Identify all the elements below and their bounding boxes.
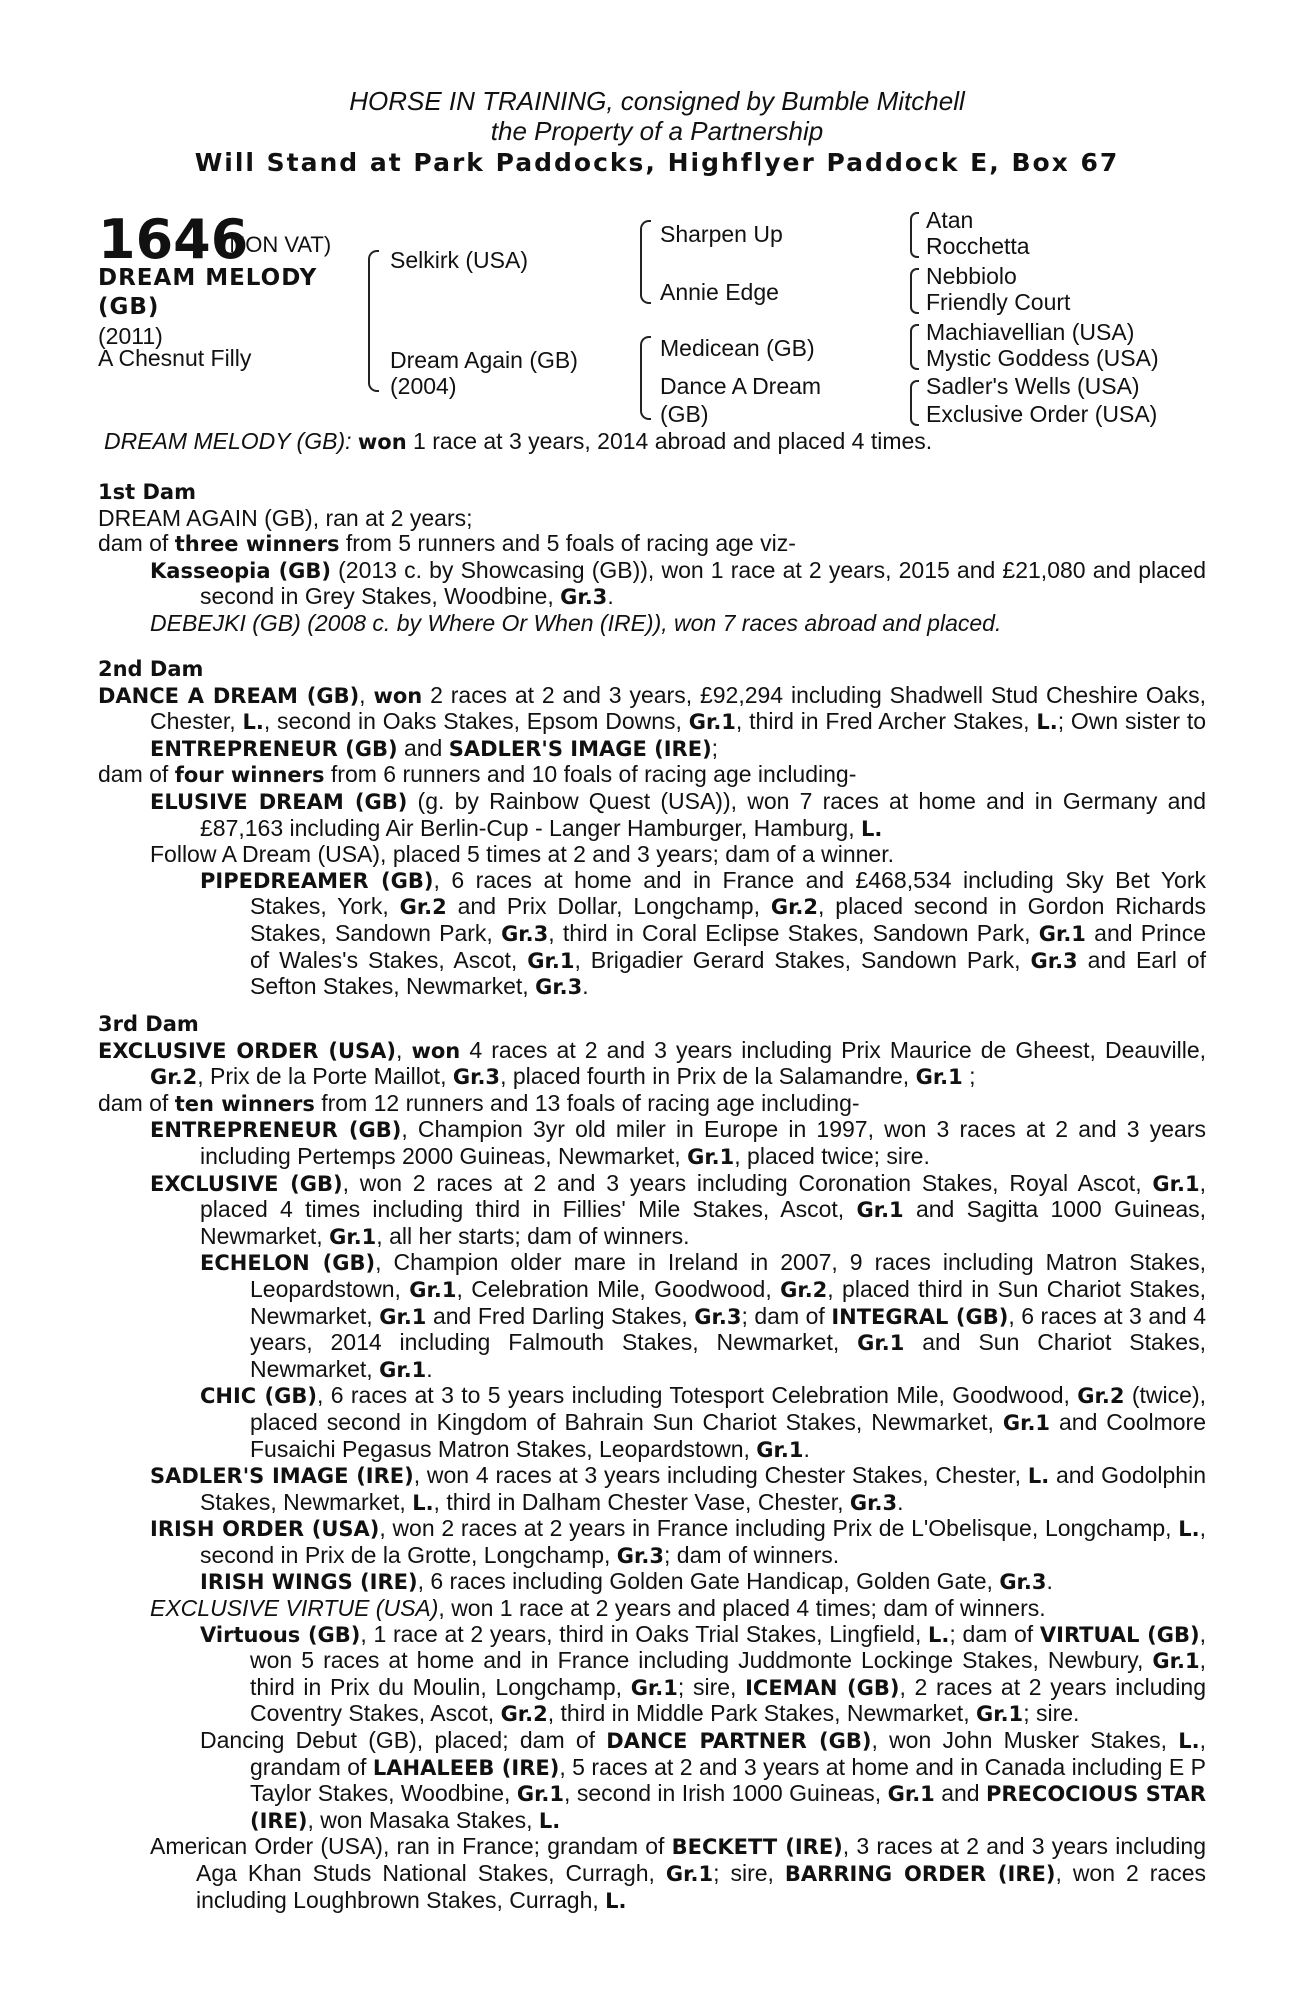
header-property: the Property of a Partnership (490, 116, 824, 146)
second-dam-title: 2nd Dam (98, 657, 204, 681)
produce-exclusive-virtue: EXCLUSIVE VIRTUE (USA), won 1 race at 2 years and placed 4 times; dam of winners. (150, 1595, 1046, 1622)
pedigree-brace-1 (368, 250, 379, 392)
pedigree-sire: Selkirk (USA) (390, 247, 529, 273)
produce-virtuous: Virtuous (GB), 1 race at 2 years, third in Oaks Trial Stakes, Lingfield, L.; dam of VIRTUAL (GB), won 5 races at home and in France including Juddmonte Lockinge Stakes, Newbury, Gr.1, third in Prix du Moulin, Longchamp, Gr.1; sire, ICEMAN (GB), 2 races at 2 years including Coventry Stakes, Ascot, Gr.2, third in Middle Park Stakes, Newmarket, Gr.1; sire. (200, 1620, 1206, 1727)
pedigree-sire-sire: Sharpen Up (660, 221, 783, 247)
pedigree-dsd: Mystic Goddess (USA) (926, 345, 1159, 371)
produce-chic: CHIC (GB), 6 races at 3 to 5 years including Totesport Celebration Mile, Goodwood, Gr.2 (twice), placed second in Kingdom of Bahrain Sun Chariot Stakes, Newmarket, Gr.1 and Coolmore Fusaichi Pegasus Matron Stakes, Leopardstown, Gr.1. (200, 1382, 1207, 1462)
pedigree-ddd: Exclusive Order (USA) (926, 401, 1158, 427)
third-dam-produce: dam of ten winners from 12 runners and 13 foals of racing age including- (98, 1089, 860, 1116)
pedigree-sss: Atan (926, 207, 974, 233)
summary-name: DREAM MELODY (GB): (104, 428, 352, 454)
race-summary (104, 428, 932, 455)
produce-irish-wings: IRISH WINGS (IRE), 6 races including Golden Gate Handicap, Golden Gate, Gr.3. (200, 1568, 1053, 1595)
pedigree-brace-3d (910, 380, 919, 426)
produce-follow-a-dream: Follow A Dream (USA), placed 5 times at 2 and 3 years; dam of a winner. (150, 841, 895, 868)
produce-entrepreneur: ENTREPRENEUR (GB), Champion 3yr old miler in Europe in 1997, won 3 races at 2 and 3 years including Pertemps 2000 Guineas, Newmarket, Gr.1, placed twice; sire. (150, 1116, 1207, 1169)
produce-exclusive: EXCLUSIVE (GB), won 2 races at 2 and 3 years including Coronation Stakes, Royal Ascot, Gr.1, placed 4 times including third in Fillies' Mile Stakes, Ascot, Gr.1 and Sagitta 1000 Guineas, Newmarket, Gr.1, all her starts; dam of winners. (150, 1169, 1207, 1249)
summary-won: won (357, 430, 407, 454)
pedigree-dam: Dream Again (GB) (390, 347, 578, 373)
pedigree-brace-3c (910, 324, 919, 370)
first-dam-produce: dam of three winners from 5 runners and 5 foals of racing age viz- (98, 530, 796, 557)
produce-irish-order: IRISH ORDER (USA), won 2 races at 2 years in France including Prix de L'Obelisque, Longchamp, L., second in Prix de la Grotte, Longchamp, Gr.3; dam of winners. (150, 1515, 1206, 1568)
header-location: Will Stand at Park Paddocks, Highflyer Paddock E, Box 67 (194, 148, 1120, 177)
produce-sadlers-image: SADLER'S IMAGE (IRE), won 4 races at 3 years including Chester Stakes, Chester, L. and Godolphin Stakes, Newmarket, L., third in Dalham Chester Vase, Chester, Gr.3. (150, 1462, 1206, 1515)
produce-kasseopia: Kasseopia (GB) (2013 c. by Showcasing (GB)), won 1 race at 2 years, 2015 and £21,080 and placed second in Grey Stakes, Woodbine, Gr.3. (150, 556, 1206, 610)
pedigree-brace-2a (640, 220, 651, 304)
horse-description: A Chesnut Filly (98, 345, 252, 371)
summary-text: 1 race at 3 years, 2014 abroad and placed 4 times. (406, 428, 933, 454)
second-dam-section (98, 657, 1206, 1001)
horse-country: (GB) (98, 294, 160, 320)
pedigree-dam-dam-country: (GB) (660, 401, 709, 427)
first-dam-section (98, 480, 1206, 637)
pedigree-dam-dam: Dance A Dream (660, 373, 822, 399)
produce-echelon: ECHELON (GB), Champion older mare in Ireland in 2007, 9 races including Matron Stakes, Leopardstown, Gr.1, Celebration Mile, Goodwood, Gr.2, placed third in Sun Chariot Stakes, Newmarket, Gr.1 and Fred Darling Stakes, Gr.3; dam of INTEGRAL (GB), 6 races at 3 and 4 years, 2014 including Falmouth Stakes, Newmarket, Gr.1 and Sun Chariot Stakes, Newmarket, Gr.1. (200, 1249, 1207, 1382)
first-dam-title: 1st Dam (98, 480, 196, 504)
pedigree-dam-sire: Medicean (GB) (660, 335, 815, 361)
lot-number: 1646 (98, 208, 249, 271)
pedigree-dss: Machiavellian (USA) (926, 319, 1135, 345)
produce-american-order: American Order (USA), ran in France; grandam of BECKETT (IRE), 3 races at 2 and 3 years including Aga Khan Studs National Stakes, Curragh, Gr.1; sire, BARRING ORDER (IRE), won 2 races including Loughbrown Stakes, Curragh, L. (150, 1833, 1207, 1913)
third-dam-title: 3rd Dam (98, 1012, 199, 1036)
pedigree-dds: Sadler's Wells (USA) (926, 373, 1140, 399)
pedigree-sds: Nebbiolo (926, 263, 1017, 289)
third-dam-section (98, 1012, 1206, 1914)
pedigree-brace-3a (910, 212, 919, 258)
header-consignor: HORSE IN TRAINING, consigned by Bumble Mitchell (349, 86, 965, 116)
produce-elusive-dream: ELUSIVE DREAM (GB) (g. by Rainbow Quest (USA)), won 7 races at home and in Germany and £87,163 including Air Berlin-Cup - Langer Hamburger, Hamburg, L. (150, 787, 1206, 841)
second-dam-record: DANCE A DREAM (GB), won 2 races at 2 and 3 years, £92,294 including Shadwell Stud Cheshire Oaks, Chester, L., second in Oaks Stakes, Epsom Downs, Gr.1, third in Fred Archer Stakes, L.; Own sister to ENTREPRENEUR (GB) and SADLER'S IMAGE (IRE); (98, 681, 1206, 761)
second-dam-produce: dam of four winners from 6 runners and 10 foals of racing age including- (98, 761, 857, 788)
produce-debejki: DEBEJKI (GB) (2008 c. by Where Or When (IRE)), won 7 races abroad and placed. (150, 609, 1002, 636)
produce-dancing-debut: Dancing Debut (GB), placed; dam of DANCE PARTNER (GB), won John Musker Stakes, L., grandam of LAHALEEB (IRE), 5 races at 2 and 3 years at home and in Canada including E P Taylor Stakes, Woodbine, Gr.1, second in Irish 1000 Guineas, Gr.1 and PRECOCIOUS STAR (IRE), won Masaka Stakes, L. (200, 1727, 1207, 1833)
first-dam-line: DREAM AGAIN (GB), ran at 2 years; (98, 504, 473, 531)
produce-pipedreamer: PIPEDREAMER (GB), 6 races at home and in France and £468,534 including Sky Bet York Stakes, York, Gr.2 and Prix Dollar, Longchamp, Gr.2, placed second in Gordon Richards Stakes, Sandown Park, Gr.3, third in Coral Eclipse Stakes, Sandown Park, Gr.1 and Prince of Wales's Stakes, Ascot, Gr.1, Brigadier Gerard Stakes, Sandown Park, Gr.3 and Earl of Sefton Stakes, Newmarket, Gr.3. (200, 866, 1207, 1000)
pedigree-dam-year: (2004) (390, 373, 457, 399)
pedigree-sdd: Friendly Court (926, 289, 1071, 315)
pedigree-brace-2b (640, 336, 651, 420)
vat-status: (NON VAT) (222, 232, 332, 257)
horse-year: (2011) (98, 323, 163, 349)
pedigree-sire-dam: Annie Edge (660, 279, 779, 305)
horse-name: DREAM MELODY (98, 265, 318, 291)
pedigree-brace-3b (910, 268, 919, 314)
pedigree-ssd: Rocchetta (926, 233, 1030, 259)
third-dam-record: EXCLUSIVE ORDER (USA), won 4 races at 2 and 3 years including Prix Maurice de Gheest, Deauville, Gr.2, Prix de la Porte Maillot, Gr.3, placed fourth in Prix de la Salamandre, Gr.1 ; (98, 1036, 1207, 1090)
